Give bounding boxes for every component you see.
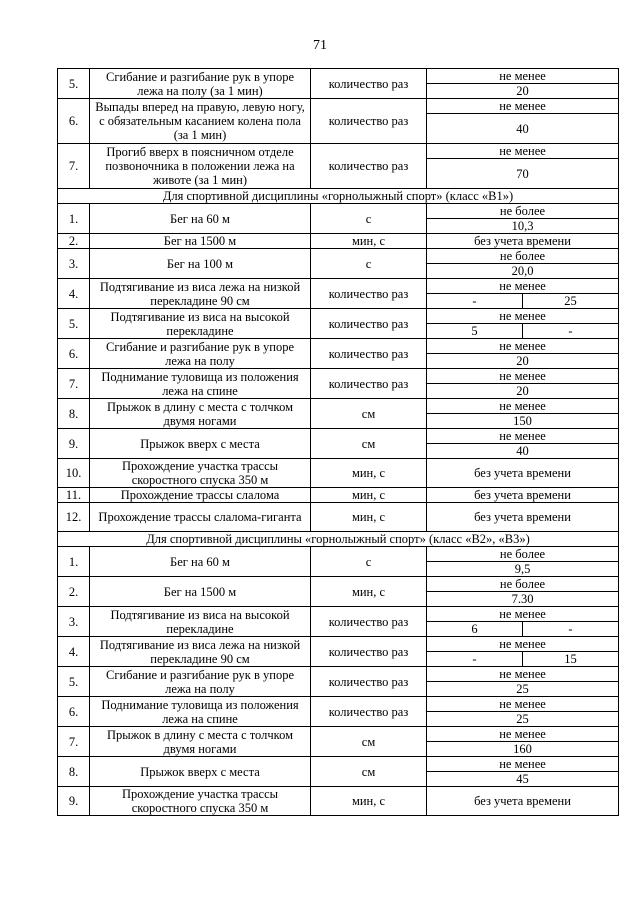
unit-of-measure: с [311, 547, 427, 577]
table-row [58, 787, 619, 816]
norm-condition: не менее [427, 279, 619, 294]
unit-of-measure: см [311, 429, 427, 459]
exercise-number: 5. [58, 69, 90, 99]
exercise-number: 11. [58, 488, 90, 503]
section-title: Для спортивной дисциплины «горнолыжный спорт» (класс «В1») [58, 189, 619, 204]
exercise-name: Поднимание туловища из положения лежа на спине [90, 697, 311, 727]
exercise-number: 4. [58, 279, 90, 309]
unit-of-measure: см [311, 727, 427, 757]
section-title: Для спортивной дисциплины «горнолыжный спорт» (класс «В2», «В3») [58, 532, 619, 547]
unit-of-measure: количество раз [311, 369, 427, 399]
table-row [58, 144, 619, 159]
norm-value: без учета времени [427, 503, 619, 532]
exercise-name: Сгибание и разгибание рук в упоре лежа на полу [90, 667, 311, 697]
exercise-number: 6. [58, 697, 90, 727]
table-row [58, 69, 619, 84]
exercise-number: 3. [58, 607, 90, 637]
exercise-number: 8. [58, 757, 90, 787]
table-row [58, 249, 619, 264]
norm-value: 20 [427, 84, 619, 99]
table-row [58, 667, 619, 682]
table-row [58, 369, 619, 384]
norm-condition: не менее [427, 69, 619, 84]
exercise-number: 3. [58, 249, 90, 279]
exercise-name: Бег на 1500 м [90, 577, 311, 607]
exercise-name: Подтягивание из виса лежа на низкой перекладине 90 см [90, 637, 311, 667]
norm-value-girls: 15 [523, 652, 619, 667]
exercise-number: 7. [58, 144, 90, 189]
table-row [58, 488, 619, 503]
norm-value: без учета времени [427, 488, 619, 503]
norm-condition: не менее [427, 607, 619, 622]
unit-of-measure: количество раз [311, 697, 427, 727]
norm-value: 40 [427, 444, 619, 459]
unit-of-measure: см [311, 399, 427, 429]
exercise-number: 10. [58, 459, 90, 488]
table-row [58, 697, 619, 712]
norm-value-girls: - [523, 622, 619, 637]
unit-of-measure: мин, с [311, 459, 427, 488]
exercise-name: Прыжок вверх с места [90, 757, 311, 787]
norm-value: 45 [427, 772, 619, 787]
unit-of-measure: мин, с [311, 488, 427, 503]
unit-of-measure: количество раз [311, 279, 427, 309]
exercise-number: 5. [58, 309, 90, 339]
table-row [58, 757, 619, 772]
norm-value-boys: 6 [427, 622, 523, 637]
unit-of-measure: количество раз [311, 607, 427, 637]
unit-of-measure: мин, с [311, 234, 427, 249]
exercise-name: Подтягивание из виса на высокой перекладине [90, 309, 311, 339]
exercise-name: Прыжок вверх с места [90, 429, 311, 459]
exercise-name: Прохождение участка трассы скоростного спуска 350 м [90, 459, 311, 488]
norm-value: 10,3 [427, 219, 619, 234]
unit-of-measure: количество раз [311, 667, 427, 697]
section-header-row [58, 189, 619, 204]
unit-of-measure: количество раз [311, 69, 427, 99]
unit-of-measure: с [311, 249, 427, 279]
exercise-name: Бег на 60 м [90, 204, 311, 234]
norm-condition: не менее [427, 727, 619, 742]
unit-of-measure: см [311, 757, 427, 787]
table-row [58, 234, 619, 249]
norm-value: 9,5 [427, 562, 619, 577]
table-row [58, 309, 619, 324]
table-row [58, 607, 619, 622]
norm-condition: не более [427, 547, 619, 562]
table-row [58, 339, 619, 354]
exercise-number: 1. [58, 204, 90, 234]
exercise-name: Сгибание и разгибание рук в упоре лежа на полу (за 1 мин) [90, 69, 311, 99]
exercise-name: Прогиб вверх в поясничном отделе позвоночника в положении лежа на животе (за 1 мин) [90, 144, 311, 189]
norm-condition: не менее [427, 144, 619, 159]
norm-value: без учета времени [427, 459, 619, 488]
unit-of-measure: количество раз [311, 339, 427, 369]
norm-condition: не менее [427, 667, 619, 682]
exercise-number: 9. [58, 429, 90, 459]
exercise-name: Подтягивание из виса на высокой перекладине [90, 607, 311, 637]
norm-value: без учета времени [427, 787, 619, 816]
exercise-number: 12. [58, 503, 90, 532]
unit-of-measure: мин, с [311, 577, 427, 607]
norm-condition: не более [427, 249, 619, 264]
unit-of-measure: мин, с [311, 787, 427, 816]
exercise-number: 8. [58, 399, 90, 429]
exercise-name: Бег на 60 м [90, 547, 311, 577]
unit-of-measure: количество раз [311, 144, 427, 189]
exercise-number: 9. [58, 787, 90, 816]
norm-value: без учета времени [427, 234, 619, 249]
table-row [58, 637, 619, 652]
exercise-number: 6. [58, 339, 90, 369]
norm-condition: не менее [427, 399, 619, 414]
norm-value: 160 [427, 742, 619, 757]
norm-value: 7.30 [427, 592, 619, 607]
unit-of-measure: количество раз [311, 309, 427, 339]
unit-of-measure: мин, с [311, 503, 427, 532]
table-row [58, 204, 619, 219]
exercise-number: 1. [58, 547, 90, 577]
exercise-name: Прохождение трассы слалома-гиганта [90, 503, 311, 532]
exercise-name: Подтягивание из виса лежа на низкой перекладине 90 см [90, 279, 311, 309]
table-row [58, 399, 619, 414]
exercise-number: 6. [58, 99, 90, 144]
norm-value-boys: 5 [427, 324, 523, 339]
exercise-name: Бег на 100 м [90, 249, 311, 279]
norm-value: 20 [427, 354, 619, 369]
table-row [58, 547, 619, 562]
norm-condition: не менее [427, 757, 619, 772]
table-row [58, 503, 619, 532]
norm-value: 25 [427, 682, 619, 697]
exercise-name: Прыжок в длину с места с толчком двумя ногами [90, 727, 311, 757]
unit-of-measure: количество раз [311, 99, 427, 144]
norm-value: 70 [427, 159, 619, 189]
norm-value-girls: - [523, 324, 619, 339]
exercise-number: 7. [58, 727, 90, 757]
norm-value: 40 [427, 114, 619, 144]
exercise-number: 5. [58, 667, 90, 697]
norm-condition: не менее [427, 99, 619, 114]
table-row [58, 429, 619, 444]
exercise-name: Прохождение трассы слалома [90, 488, 311, 503]
norm-condition: не менее [427, 309, 619, 324]
table-row [58, 99, 619, 114]
exercise-number: 2. [58, 577, 90, 607]
norm-value: 150 [427, 414, 619, 429]
norm-condition: не менее [427, 369, 619, 384]
norm-value-girls: 25 [523, 294, 619, 309]
norm-condition: не менее [427, 697, 619, 712]
exercise-name: Прохождение участка трассы скоростного спуска 350 м [90, 787, 311, 816]
norm-value-boys: - [427, 652, 523, 667]
page-number: 71 [313, 38, 327, 53]
norm-value: 20,0 [427, 264, 619, 279]
section-header-row [58, 532, 619, 547]
exercise-number: 2. [58, 234, 90, 249]
norm-value: 20 [427, 384, 619, 399]
exercise-number: 7. [58, 369, 90, 399]
exercise-name: Сгибание и разгибание рук в упоре лежа на полу [90, 339, 311, 369]
table-row [58, 577, 619, 592]
norm-condition: не менее [427, 429, 619, 444]
exercise-name: Выпады вперед на правую, левую ногу, с обязательным касанием колена пола (за 1 мин) [90, 99, 311, 144]
exercise-number: 4. [58, 637, 90, 667]
exercise-name: Поднимание туловища из положения лежа на спине [90, 369, 311, 399]
table-row [58, 459, 619, 488]
norm-condition: не более [427, 577, 619, 592]
norm-condition: не более [427, 204, 619, 219]
norm-condition: не менее [427, 637, 619, 652]
norm-value: 25 [427, 712, 619, 727]
table-row [58, 279, 619, 294]
norm-condition: не менее [427, 339, 619, 354]
exercise-name: Бег на 1500 м [90, 234, 311, 249]
norm-value-boys: - [427, 294, 523, 309]
unit-of-measure: количество раз [311, 637, 427, 667]
norms-table [57, 68, 619, 816]
exercise-name: Прыжок в длину с места с толчком двумя ногами [90, 399, 311, 429]
table-row [58, 727, 619, 742]
unit-of-measure: с [311, 204, 427, 234]
